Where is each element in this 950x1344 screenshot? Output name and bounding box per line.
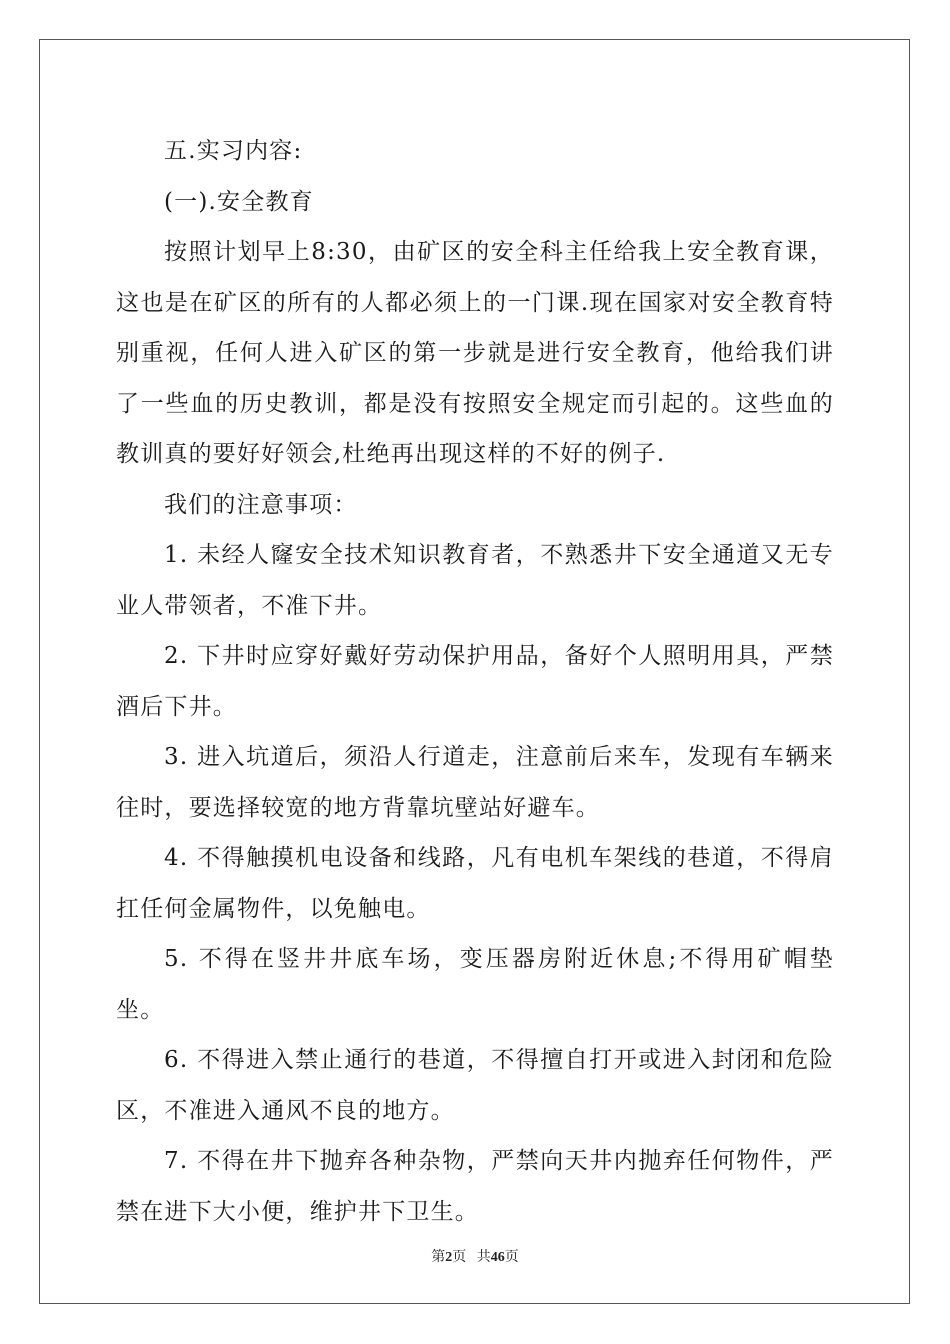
list-item: 6. 不得进入禁止通行的巷道，不得擅自打开或进入封闭和危险区，不准进入通风不良的地方。 <box>116 1047 834 1124</box>
page-footer <box>0 1246 950 1266</box>
document-body <box>116 126 834 1237</box>
page-prefix: 第 <box>431 1250 446 1265</box>
list-item: 1. 未经人窿安全技术知识教育者，不熟悉井下安全通道又无专业人带领者，不准下井。 <box>116 542 834 619</box>
list-item: 3. 进入坑道后，须沿人行道走，注意前后来车，发现有车辆来往时，要选择较宽的地方背靠坑壁站好避车。 <box>116 744 834 821</box>
subsection-heading: (一).安全教育 <box>164 188 314 215</box>
page-suffix: 页 <box>452 1250 467 1265</box>
list-item: 2. 下井时应穿好戴好劳动保护用品，备好个人照明用具，严禁酒后下井。 <box>116 643 834 720</box>
page-number: 2 <box>445 1250 453 1265</box>
total-prefix: 共 <box>476 1250 491 1265</box>
section-heading: 五.实习内容: <box>164 138 303 164</box>
notes-heading: 我们的注意事项： <box>164 491 358 518</box>
list-item: 7. 不得在井下抛弃各种杂物，严禁向天井内抛弃任何物件，严禁在进下大小便，维护井下卫生。 <box>116 1148 834 1225</box>
body-paragraph: 按照计划早上8:30，由矿区的安全科主任给我上安全教育课，这也是在矿区的所有的人都必须上的一门课.现在国家对安全教育特别重视，任何人进入矿区的第一步就是进行安全教育，他给我们讲了一些血的历史教训，都是没有按照安全规定而引起的。这些血的教训真的要好好领会,杜绝再出现这样的不好的例子. <box>116 239 834 467</box>
list-item: 5. 不得在竖井井底车场，变压器房附近休息;不得用矿帽垫坐。 <box>116 946 834 1023</box>
list-item: 4. 不得触摸机电设备和线路，凡有电机车架线的巷道，不得肩扛任何金属物件，以免触电。 <box>116 845 834 922</box>
total-pages: 46 <box>490 1250 505 1265</box>
total-suffix: 页 <box>504 1250 519 1265</box>
